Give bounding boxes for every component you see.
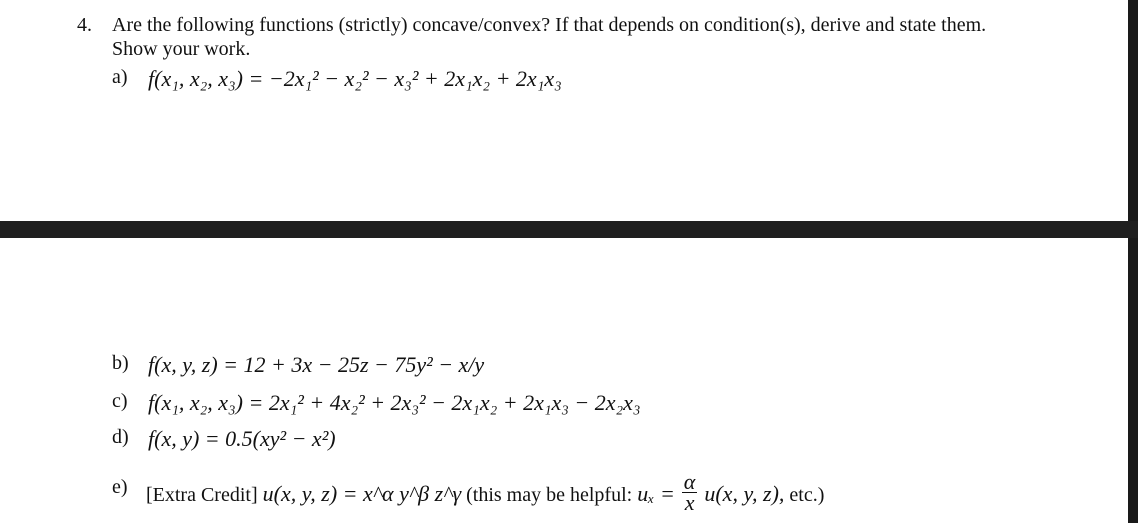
part-e-expression: u(x, y, z) = x^α y^β z^γ	[262, 481, 462, 507]
hint-open: (this may be helpful:	[466, 484, 633, 507]
window-edge	[1128, 0, 1138, 523]
part-a-expression: f(x₁, x₂, x₃) = −2x₁² − x₂² − x₃² + 2x₁x₂ + 2x₁x₃	[148, 66, 562, 91]
question-number: 4.	[77, 14, 92, 36]
part-b-label: b)	[112, 352, 129, 374]
fraction-numerator: α	[683, 469, 696, 494]
part-d-label: d)	[112, 426, 129, 448]
hint-lhs: uₓ =	[637, 481, 675, 507]
part-c-expression: f(x₁, x₂, x₃) = 2x₁² + 4x₂² + 2x₃² − 2x₁x₂ + 2x₁x₃ − 2x₂x₃	[148, 390, 641, 415]
part-b-expression: f(x, y, z) = 12 + 3x − 25z − 75y² − x/y	[148, 352, 485, 377]
fraction-denominator: x	[684, 490, 695, 515]
part-c-label: c)	[112, 390, 128, 412]
question-text-line1: Are the following functions (strictly) concave/convex? If that depends on condition(s), derive and state them.	[112, 14, 987, 36]
part-d-expression: f(x, y) = 0.5(xy² − x²)	[148, 426, 336, 451]
question-text-line2: Show your work.	[112, 38, 251, 60]
part-e-label: e)	[112, 476, 128, 498]
hint-rhs: u(x, y, z),	[704, 481, 785, 507]
page-divider	[0, 221, 1138, 238]
hint-close: etc.)	[789, 484, 825, 507]
part-a-label: a)	[112, 66, 128, 88]
hint-fraction	[682, 469, 698, 515]
extra-credit-tag: [Extra Credit]	[146, 484, 258, 507]
part-e-content	[146, 469, 825, 517]
